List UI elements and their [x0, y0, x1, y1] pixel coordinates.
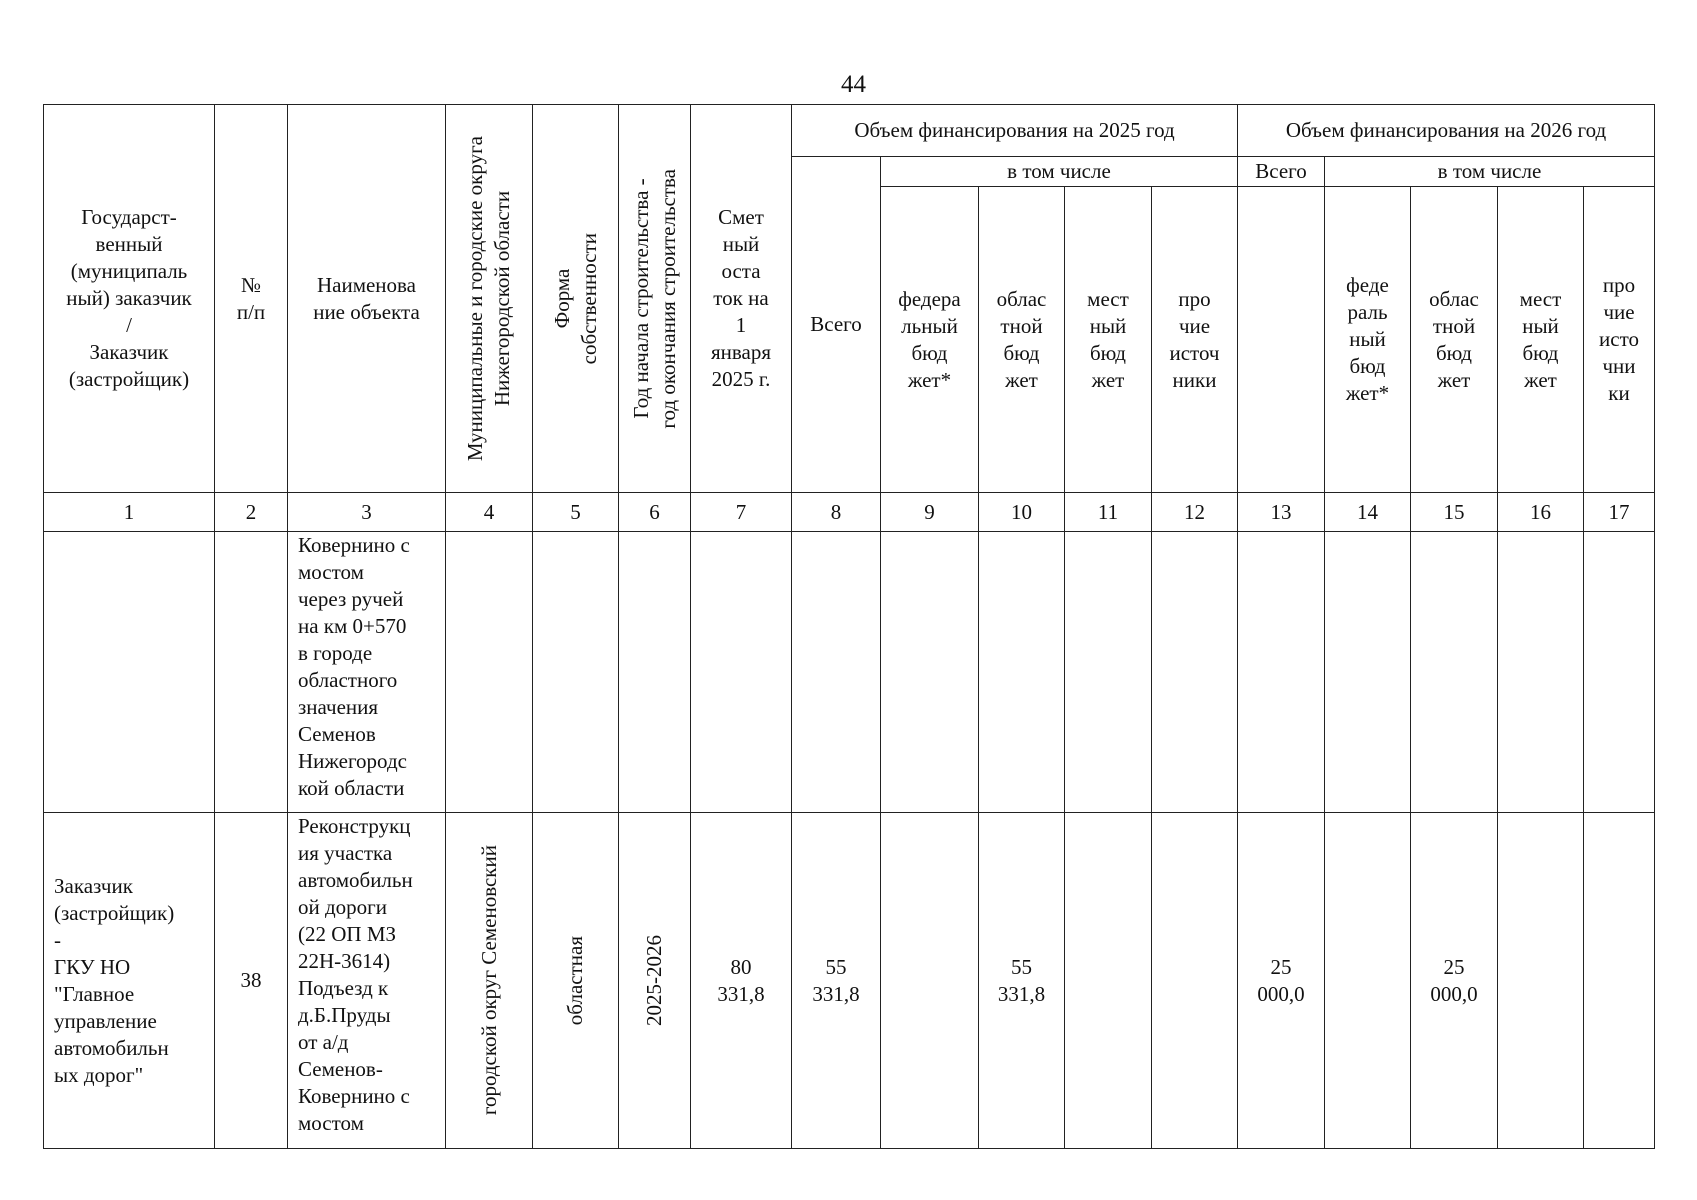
- cell-federal-2026: [1325, 532, 1411, 813]
- header-customer: Государст- венный (муниципаль ный) заказчик / Заказчик (застройщик): [44, 105, 215, 493]
- column-number: 10: [979, 493, 1065, 532]
- cell-years: [619, 532, 691, 813]
- column-number: 11: [1065, 493, 1152, 532]
- cell-number: 38: [215, 813, 288, 1149]
- cell-local-2025: [1065, 532, 1152, 813]
- cell-federal-2026: [1325, 813, 1411, 1149]
- cell-other-2026: [1584, 813, 1655, 1149]
- cell-other-2025: [1152, 813, 1238, 1149]
- column-number: 7: [691, 493, 792, 532]
- column-number: 15: [1411, 493, 1498, 532]
- cell-local-2026: [1498, 532, 1584, 813]
- column-number: 17: [1584, 493, 1655, 532]
- header-regional-2025: облас тной бюд жет: [979, 187, 1065, 493]
- cell-federal-2025: [881, 532, 979, 813]
- column-number: 13: [1238, 493, 1325, 532]
- header-other-2026: про чие исто чни ки: [1584, 187, 1655, 493]
- header-total-2026-blank: [1238, 187, 1325, 493]
- cell-municipality: [446, 532, 533, 813]
- header-municipality: Муниципальные и городские округа Нижегородской области: [446, 105, 533, 493]
- cell-federal-2025: [881, 813, 979, 1149]
- cell-balance: 80 331,8: [691, 813, 792, 1149]
- header-number: № п/п: [215, 105, 288, 493]
- page-number: 44: [841, 71, 866, 98]
- cell-other-2026: [1584, 532, 1655, 813]
- header-estimated-balance: Смет ный оста ток на 1 января 2025 г.: [691, 105, 792, 493]
- cell-total-2026: [1238, 532, 1325, 813]
- cell-regional-2025: 55 331,8: [979, 813, 1065, 1149]
- column-number: 5: [533, 493, 619, 532]
- cell-other-2025: [1152, 532, 1238, 813]
- cell-total-2025: [792, 532, 881, 813]
- column-number: 9: [881, 493, 979, 532]
- header-total-2025: Всего: [792, 157, 881, 493]
- column-number: 2: [215, 493, 288, 532]
- header-federal-2025: федера льный бюд жет*: [881, 187, 979, 493]
- column-number: 3: [288, 493, 446, 532]
- header-including-2025: в том числе: [881, 157, 1238, 187]
- column-number-row: [44, 493, 1655, 532]
- cell-customer: Заказчик (застройщик) - ГКУ НО "Главное управление автомобильн ых дорог": [44, 813, 215, 1149]
- column-number: 1: [44, 493, 215, 532]
- column-number: 6: [619, 493, 691, 532]
- cell-years: 2025-2026: [619, 813, 691, 1149]
- table-row: [44, 532, 1655, 813]
- cell-object-name: Ковернино с мостом через ручей на км 0+570 в городе областного значения Семенов Нижегородс кой области: [288, 532, 446, 813]
- header-ownership: Форма собственности: [533, 105, 619, 493]
- column-number: 16: [1498, 493, 1584, 532]
- cell-ownership: областная: [533, 813, 619, 1149]
- header-total-2026: Всего: [1238, 157, 1325, 187]
- header-funding-2025: Объем финансирования на 2025 год: [792, 105, 1238, 157]
- cell-ownership: [533, 532, 619, 813]
- table-row: [44, 813, 1655, 1149]
- column-number: 12: [1152, 493, 1238, 532]
- column-number: 14: [1325, 493, 1411, 532]
- header-local-2025: мест ный бюд жет: [1065, 187, 1152, 493]
- cell-total-2026: 25 000,0: [1238, 813, 1325, 1149]
- cell-regional-2026: 25 000,0: [1411, 813, 1498, 1149]
- cell-number: [215, 532, 288, 813]
- cell-municipality: городской округ Семеновский: [446, 813, 533, 1149]
- cell-object-name: Реконструкц ия участка автомобильн ой дороги (22 ОП МЗ 22Н-3614) Подъезд к д.Б.Пруды от а/д Семенов- Ковернино с мостом: [288, 813, 446, 1149]
- header-object-name: Наименова ние объекта: [288, 105, 446, 493]
- cell-total-2025: 55 331,8: [792, 813, 881, 1149]
- header-regional-2026: облас тной бюд жет: [1411, 187, 1498, 493]
- header-years: Год начала строительства - год окончания строительства: [619, 105, 691, 493]
- column-number: 8: [792, 493, 881, 532]
- cell-balance: [691, 532, 792, 813]
- header-local-2026: мест ный бюд жет: [1498, 187, 1584, 493]
- financing-table: [43, 104, 1655, 1149]
- cell-regional-2026: [1411, 532, 1498, 813]
- header-federal-2026: феде раль ный бюд жет*: [1325, 187, 1411, 493]
- cell-local-2026: [1498, 813, 1584, 1149]
- cell-local-2025: [1065, 813, 1152, 1149]
- cell-regional-2025: [979, 532, 1065, 813]
- header-funding-2026: Объем финансирования на 2026 год: [1238, 105, 1655, 157]
- column-number: 4: [446, 493, 533, 532]
- header-including-2026: в том числе: [1325, 157, 1655, 187]
- cell-customer: [44, 532, 215, 813]
- header-other-2025: про чие источ ники: [1152, 187, 1238, 493]
